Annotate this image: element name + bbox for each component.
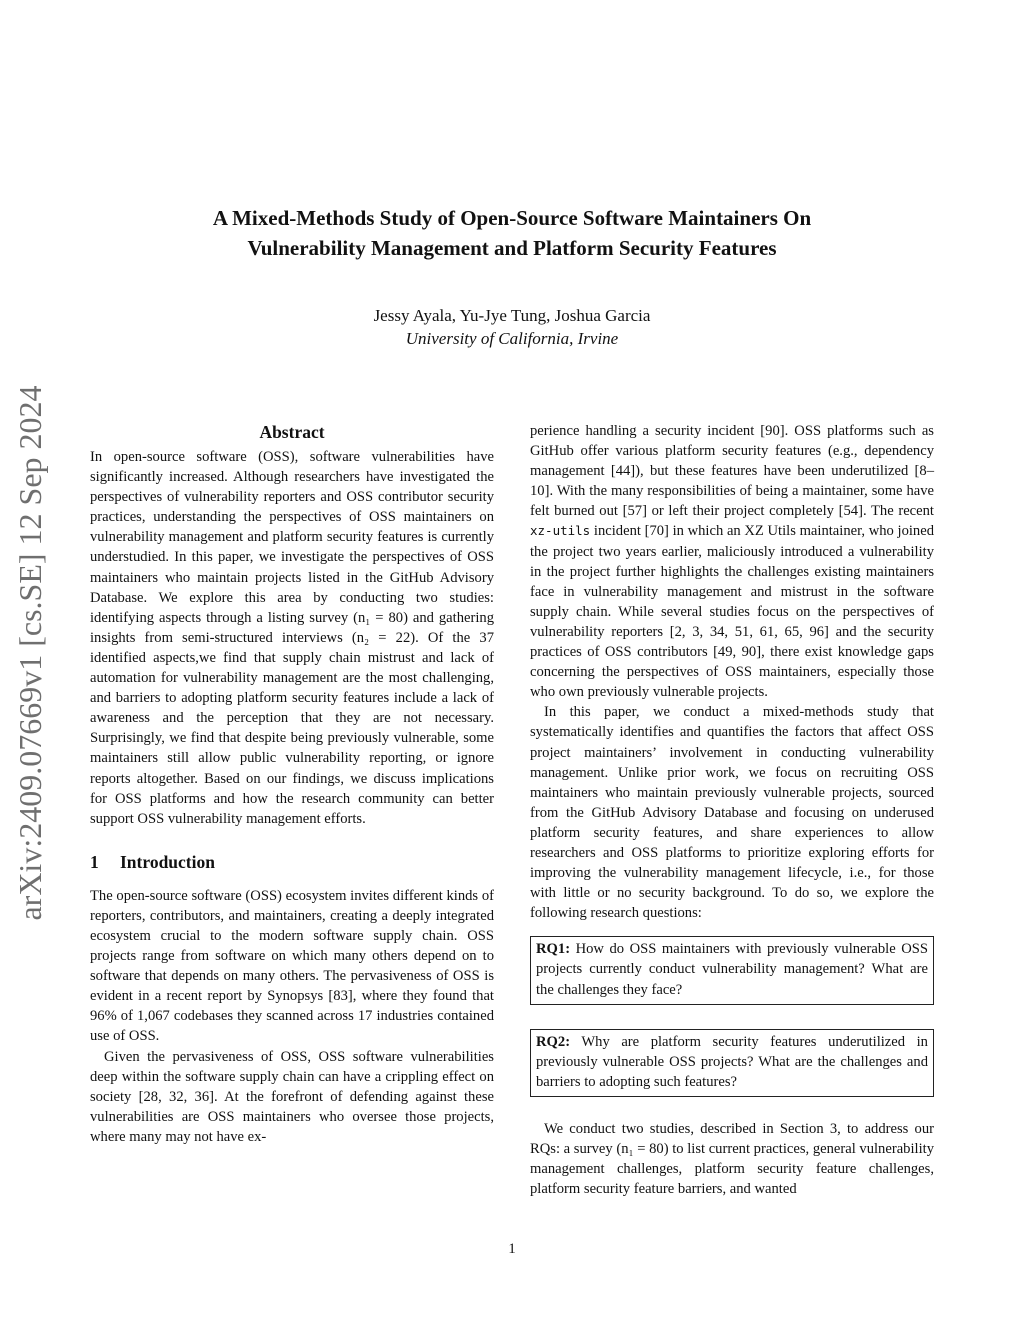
right-column [530,421,934,1199]
rq1-box [530,936,934,1004]
paragraph-3-part-2: incident [70] in which an XZ Utils maintainer, who joined the project two years earlier, maliciously introduced a vulnerability in the project further highlights the challenges existing maintainers face in vulnerability management and mistrust in the software supply chain. While several studies focus on the perspectives of vulnerability reporters [2, 3, 34, 51, 61, 65, 96] and the security practices of OSS contributors [49, 90], there exist knowledge gaps concerning the perspectives of OSS maintainers, especially those who own previously vulnerable projects. [530,523,934,701]
rq1-label: RQ1: [536,941,571,958]
section-heading-introduction [90,852,494,872]
abstract-text: In open-source software (OSS), software vulnerabilities have significantly increased. Although researchers have investigated the perspectives of vulnerability reporters and OSS contributor security practices, understanding the perspectives of OSS maintainers on vulnerability management and platform security features is currently understudied. In this paper, we investigate the perspectives of OSS maintainers who maintain projects listed in the GitHub Advisory Database. We explore this area by conducting two studies: identifying aspects through a listing survey (n₁ = 80) and gathering insights from semi-structured interviews (n₂ = 22). Of the 37 identified aspects,we find that supply chain mistrust and lack of automation for vulnerability management are the most challenging, and barriers to adopting platform security features include a lack of awareness and the perception that they are not necessary. Surprisingly, we find that despite being previously vulnerable, some maintainers still allow public vulnerability reporting, or ignore reports altogether. Based on our findings, we discuss implications for OSS platforms and how the research community can better support OSS vulnerability management efforts. [90,449,494,827]
rq2-text: Why are platform security features underutilized in previously vulnerable OSS projects? What are the challenges and barriers to adopting such features? [536,1033,928,1090]
author-names: Jessy Ayala, Yu-Jye Tung, Joshua Garcia [373,306,651,325]
intro-paragraph-5: We conduct two studies, described in Section 3, to address our RQs: a survey (n₁ = 80) to list current practices, general vulnerability management challenges, platform security feature challenges, platform security feature barriers, and wanted [530,1120,934,1198]
xz-utils-code: xz-utils [530,523,591,539]
abstract-heading: Abstract [259,422,325,442]
title-line-2: Vulnerability Management and Platform Security Features [247,236,777,260]
title-line-1: A Mixed-Methods Study of Open-Source Software Maintainers On [212,206,812,230]
paper-title [120,203,904,263]
author-block [212,304,812,350]
section-number: 1 [90,851,99,872]
rq2-label: RQ2: [536,1033,571,1050]
affiliation: University of California, Irvine [405,329,619,348]
page-number: 1 [508,1241,516,1257]
rq2-box [530,1029,934,1097]
intro-paragraph-4: In this paper, we conduct a mixed-methods study that systematically identifies and quantifies the factors that affect OSS project maintainers’ involvement in conducting vulnerability management. Unlike prior work, we focus on recruiting OSS maintainers who maintain previously vulnerable projects, sourced from the GitHub Advisory Database and focusing on underused platform security features, and share experiences to allow researchers and OSS platforms to prioritize exploring efforts for improving the vulnerability management lifecycle, i.e., for those with little or no security background. To do so, we explore the following research questions: [530,704,934,922]
left-column [90,421,494,1147]
arxiv-id: arXiv:2409.07669v1 [cs.SE] 12 Sep 2024 [12,385,48,921]
arxiv-stamp [10,362,50,944]
paragraph-3-part-1: perience handling a security incident [90]. OSS platforms such as GitHub offer various platform security features (e.g., dependency management [44]), but these features have been underutilized [8–10]. With the many responsibilities of being a maintainer, some have felt burned out [57] or left their project completely [54]. The recent [530,423,934,520]
rq1-text: How do OSS maintainers with previously vulnerable OSS projects currently conduct vulnerability management? What are the challenges they face? [536,941,928,998]
intro-paragraph-3 [530,421,934,702]
intro-paragraph-2: Given the pervasiveness of OSS, OSS software vulnerabilities deep within the software supply chain can have a crippling effect on society [28, 32, 36]. At the forefront of defending against these vulnerabilities are OSS maintainers who oversee those projects, where many may not have ex- [90,1048,494,1145]
section-title: Introduction [120,851,215,872]
intro-paragraph-1: The open-source software (OSS) ecosystem invites different kinds of reporters, contributors, and maintainers, creating a deeply integrated ecosystem crucial to the modern software supply chain. OSS projects range from software on which many others depend on to software that depends on many others. The pervasiveness of OSS is evident in a recent report by Synopsys [83], where they found that 96% of 1,067 codebases they scanned across 17 industries contained use of OSS. [90,887,494,1045]
